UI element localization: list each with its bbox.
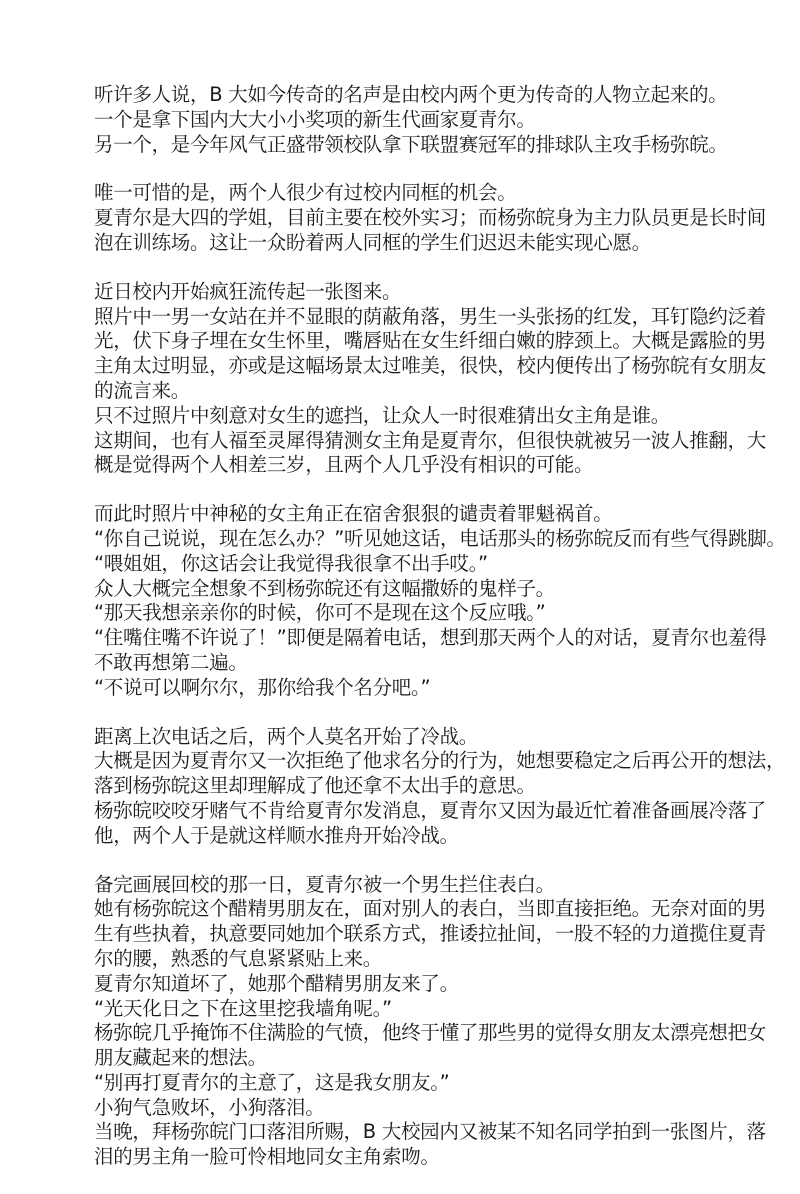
text-line: 的流言来。 (94, 378, 191, 402)
text-line: 这期间，也有人福至灵犀得猜测女主角是夏青尔，但很快就被另一波人推翻，大 (94, 428, 767, 452)
text-line: 距离上次电话之后，两个人莫名开始了冷战。 (94, 724, 479, 748)
text-line: 听许多人说，B 大如今传奇的名声是由校内两个更为传奇的人物立起来的。 (94, 83, 728, 106)
text-line: 大概是因为夏青尔又一次拒绝了他求名分的行为，她想要稳定之后再公开的想法， (94, 749, 786, 773)
story-document (94, 83, 786, 1194)
text-line: 一个是拿下国内大大小小奖项的新生代画家夏青尔。 (94, 107, 536, 131)
text-line: 另一个，是今年风气正盛带领校队拿下联盟赛冠军的排球队主攻手杨弥皖。 (94, 132, 728, 156)
text-line: 夏青尔是大四的学姐，目前主要在校外实习；而杨弥皖身为主力队员更是长时间 (94, 206, 767, 230)
paragraph-photo-rumor (94, 279, 767, 478)
text-line: 不敢再想第二遍。 (94, 650, 248, 674)
text-line: 杨弥皖咬咬牙赌气不肯给夏青尔发消息，夏青尔又因为最近忙着准备画展冷落了 (94, 798, 767, 822)
text-line: 当晚，拜杨弥皖门口落泪所赐，B 大校园内又被某不知名同学拍到一张图片，落 (94, 1120, 766, 1144)
text-line: 光，伏下身子埋在女生怀里，嘴唇贴在女生纤细白嫩的脖颈上。大概是露脸的男 (94, 329, 767, 353)
text-line: “你自己说说，现在怎么办？”听见她这话，电话那头的杨弥皖反而有些气得跳脚。 (94, 526, 786, 550)
text-line: “不说可以啊尔尔，那你给我个名分吧。” (94, 675, 431, 699)
text-line: “别再打夏青尔的主意了，这是我女朋友。” (94, 1070, 450, 1094)
text-line: 照片中一男一女站在并不显眼的荫蔽角落，男生一头张扬的红发，耳钉隐约泛着 (94, 304, 767, 328)
text-line: 她有杨弥皖这个醋精男朋友在，面对别人的表白，当即直接拒绝。无奈对面的男 (94, 897, 767, 921)
text-line: 众人大概完全想象不到杨弥皖还有这幅撒娇的鬼样子。 (94, 576, 555, 600)
text-line: “住嘴住嘴不许说了！”即便是隔着电话，想到那天两个人的对话，夏青尔也羞得 (94, 626, 767, 650)
text-line: “那天我想亲亲你的时候，你可不是现在这个反应哦。” (94, 601, 546, 625)
paragraph-cold-war (94, 724, 786, 849)
text-line: 备完画展回校的那一日，夏青尔被一个男生拦住表白。 (94, 872, 555, 896)
text-line: 杨弥皖几乎掩饰不住满脸的气愤，他终于懂了那些男的觉得女朋友太漂亮想把女 (94, 1021, 767, 1045)
text-line: “光天化日之下在这里挖我墙角呢。” (94, 996, 392, 1020)
text-line: 夏青尔知道坏了，她那个醋精男朋友来了。 (94, 971, 459, 995)
text-line: 朋友藏起来的想法。 (94, 1046, 267, 1070)
paragraph-regret (94, 181, 767, 255)
paragraph-intro (94, 83, 734, 157)
text-line: “喂姐姐，你这话会让我觉得我很拿不出手哎。” (94, 551, 488, 575)
text-line: 主角太过明显，亦或是这幅场景太过唯美，很快，校内便传出了杨弥皖有女朋友 (94, 354, 767, 378)
text-line: 泪的男主角一脸可怜相地同女主角索吻。 (94, 1145, 440, 1169)
paragraph-phone-call (94, 502, 786, 700)
text-line: 泡在训练场。这让一众盼着两人同框的学生们迟迟未能实现心愿。 (94, 230, 651, 254)
text-line: 小狗气急败坏，小狗落泪。 (94, 1095, 325, 1119)
text-line: 尔的腰，熟悉的气息紧紧贴上来。 (94, 946, 383, 970)
text-line: 近日校内开始疯狂流传起一张图来。 (94, 279, 402, 303)
text-line: 唯一可惜的是，两个人很少有过校内同框的机会。 (94, 181, 517, 205)
paragraph-confession (94, 872, 767, 1171)
text-line: 他，两个人于是就这样顺水推舟开始冷战。 (94, 823, 459, 847)
text-line: 而此时照片中神秘的女主角正在宿舍狠狠的谴责着罪魁祸首。 (94, 502, 613, 526)
text-line: 只不过照片中刻意对女生的遮挡，让众人一时很难猜出女主角是谁。 (94, 403, 671, 427)
text-line: 概是觉得两个人相差三岁，且两个人几乎没有相识的可能。 (94, 453, 594, 477)
text-line: 生有些执着，执意要同她加个联系方式，推诿拉扯间，一股不轻的力道揽住夏青 (94, 922, 767, 946)
text-line: 落到杨弥皖这里却理解成了他还拿不太出手的意思。 (94, 774, 536, 798)
